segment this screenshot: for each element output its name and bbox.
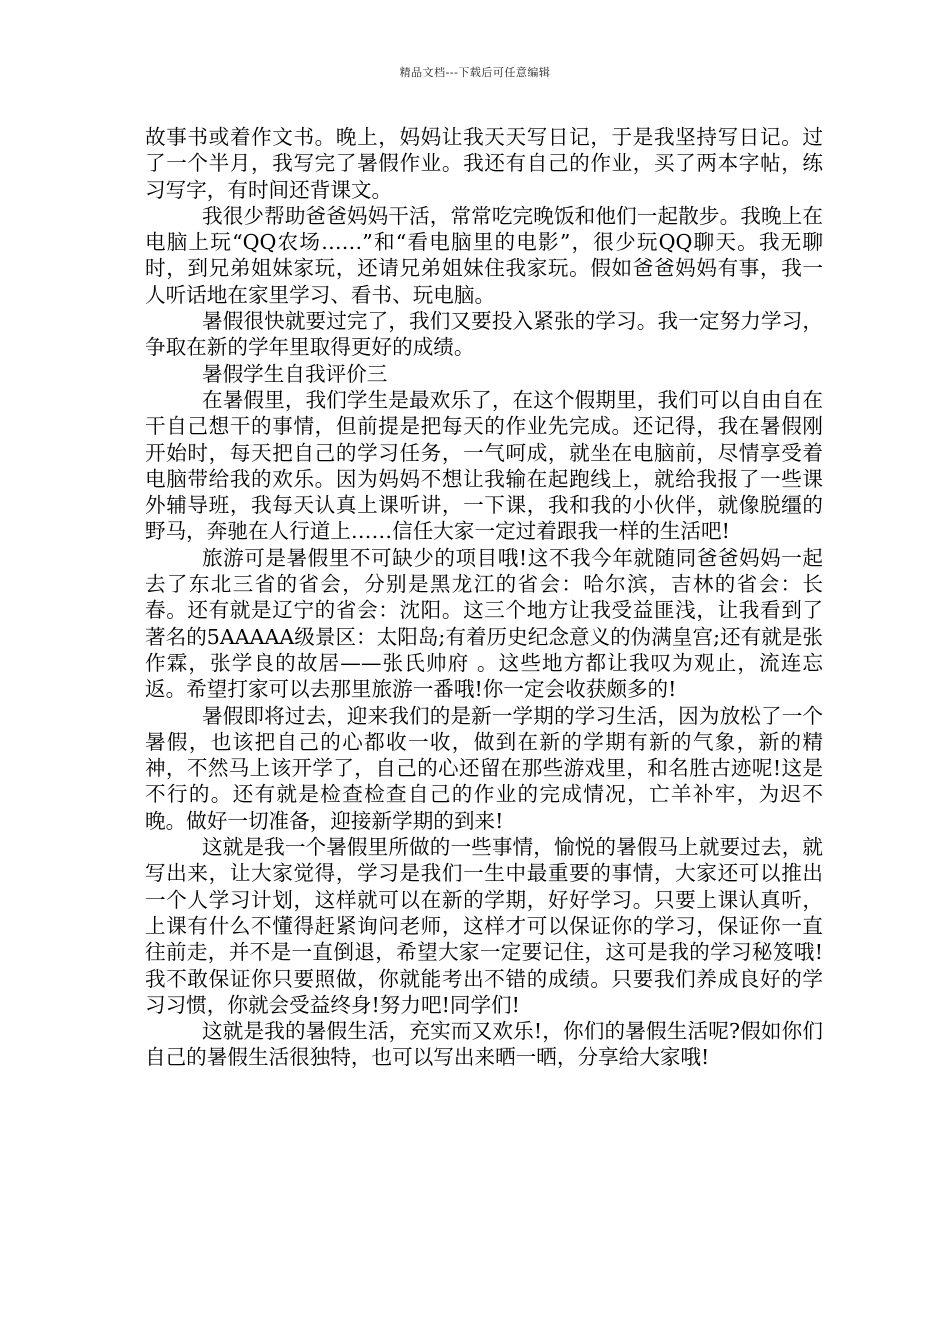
paragraph-1: 故事书或着作文书。晚上，妈妈让我天天写日记，于是我坚持写日记。过了一个半月，我写完了暑假作业。我还有自己的作业，买了两本字帖，练习写字，有时间还背课文。 — [145, 125, 823, 202]
paragraph-7: 这就是我一个暑假里所做的一些事情，愉悦的暑假马上就要过去，就写出来，让大家觉得，学习是我们一生中最重要的事情，大家还可以推出一个人学习计划，这样就可以在新的学期，好好学习。只要上课认真听，上课有什么不懂得赶紧询问老师，这样才可以保证你的学习，保证你一直往前走，并不是一直倒退，希望大家一定要记住，这可是我的学习秘笈哦!我不敢保证你只要照做，你就能考出不错的成绩。只要我们养成良好的学习习惯，你就会受益终身!努力吧!同学们! — [145, 835, 823, 1017]
paragraph-5: 旅游可是暑假里不可缺少的项目哦!这不我今年就随同爸爸妈妈一起去了东北三省的省会，分别是黑龙江的省会：哈尔滨，吉林的省会：长春。还有就是辽宁的省会：沈阳。这三个地方让我受益匪浅，让我看到了著名的5AAAAA级景区：太阳岛;有着历史纪念意义的伪满皇宫;还有就是张作霖，张学良的故居——张氏帅府 。这些地方都让我叹为观止，流连忘返。希望打家可以去那里旅游一番哦!你一定会收获颇多的! — [145, 545, 823, 702]
paragraph-4: 在暑假里，我们学生是最欢乐了，在这个假期里，我们可以自由自在干自己想干的事情，但前提是把每天的作业先完成。还记得，我在暑假刚开始时，每天把自己的学习任务，一气呵成，就坐在电脑前，尽情享受着电脑带给我的欢乐。因为妈妈不想让我输在起跑线上，就给我报了一些课外辅导班，我每天认真上课听讲，一下课，我和我的小伙伴，就像脱缰的野马，奔驰在人行道上……信任大家一定过着跟我一样的生活吧! — [145, 387, 823, 544]
paragraph-8: 这就是我的暑假生活，充实而又欢乐!，你们的暑假生活呢?假如你们自己的暑假生活很独特，也可以写出来晒一晒，分享给大家哦! — [145, 1019, 823, 1070]
page-header: 精品文档---下载后可任意编辑 — [399, 66, 551, 79]
section-heading: 暑假学生自我评价三 — [202, 361, 388, 386]
paragraph-6: 暑假即将过去，迎来我们的是新一学期的学习生活，因为放松了一个暑假，也该把自己的心都收一收，做到在新的学期有新的气象，新的精神，不然马上该开学了，自己的心还留在那些游戏里，和名胜古迹呢!这是不行的。还有就是检查检查自己的作业的完成情况，亡羊补牢，为迟不晚。做好一切准备，迎接新学期的到来! — [145, 703, 823, 833]
paragraph-2: 我很少帮助爸爸妈妈干活，常常吃完晚饭和他们一起散步。我晚上在电脑上玩“QQ农场……”和“看电脑里的电影”，很少玩QQ聊天。我无聊时，到兄弟姐妹家玩，还请兄弟姐妹住我家玩。假如爸爸妈妈有事，我一人听话地在家里学习、看书、玩电脑。 — [145, 203, 823, 307]
document-body — [145, 124, 823, 1071]
paragraph-3: 暑假很快就要过完了，我们又要投入紧张的学习。我一定努力学习，争取在新的学年里取得更好的成绩。 — [145, 309, 823, 360]
